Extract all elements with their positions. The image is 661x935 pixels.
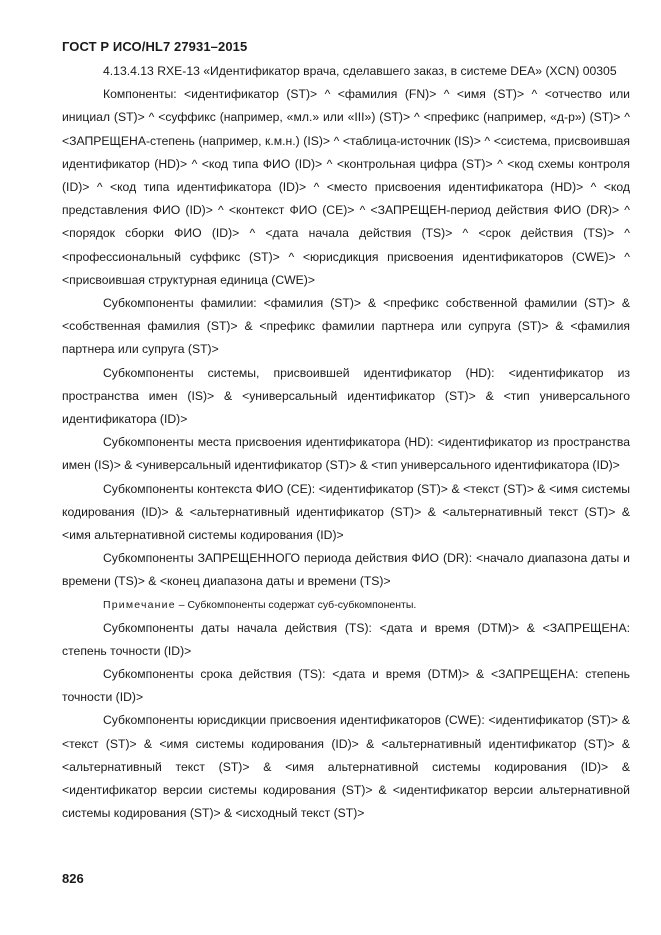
family-name-subcomponents-paragraph: Субкомпоненты фамилии: <фамилия (ST)> & <префикс собственной фамилии (ST)> & <собственная фамилия (ST)> & <префикс фамилии партнера или супруга (ST)> & <фамилия партнера или супруга (ST)> [62, 296, 630, 357]
effective-date-subcomponents-paragraph: Субкомпоненты даты начала действия (TS): <дата и время (DTM)> & <ЗАПРЕЩЕНА: степень точности (ID)> [62, 620, 630, 658]
note-paragraph [62, 594, 630, 617]
expiration-date-subcomponents-paragraph: Субкомпоненты срока действия (TS): <дата и время (DTM)> & <ЗАПРЕЩЕНА: степень точности (ID)> [62, 667, 630, 705]
standard-header: ГОСТ Р ИСО/HL7 27931–2015 [62, 39, 248, 54]
assigning-jurisdiction-subcomponents-paragraph: Субкомпоненты юрисдикции присвоения идентификаторов (CWE): <идентификатор (ST)> & <текст (ST)> & <имя системы кодирования (ID)> & <альтернативный идентификатор (ST)> & <альтернативный текст (ST)> & <имя альтернативной системы кодирования (ID)> & <идентификатор версии системы кодирования (ST)> & <идентификатор версии альтернативной системы кодирования (ST)> & <исходный текст (ST)> [62, 713, 630, 821]
section-heading-rxe13: 4.13.4.13 RXE-13 «Идентификатор врача, сделавшего заказ, в системе DEA» (XCN) 00305 [103, 64, 617, 78]
page-number: 826 [62, 871, 84, 886]
note-text: – Субкомпоненты содержат суб-субкомпоненты. [175, 598, 417, 611]
components-paragraph: Компоненты: <идентификатор (ST)> ^ <фамилия (FN)> ^ <имя (ST)> ^ <отчество или инициал (ST)> ^ <суффикс (например, «мл.» или «III») (ST)> ^ <префикс (например, «д-р») (ST)> ^ <ЗАПРЕЩЕНА-степень (например, к.м.н.) (IS)> ^ <таблица-источник (IS)> ^ <система, присвоившая идентификатор (HD)> ^ <код типа ФИО (ID)> ^ <контрольная цифра (ST)> ^ <код схемы контроля (ID)> ^ <код типа идентификатора (ID)> ^ <место присвоения идентификатора (HD)> ^ <код представления ФИО (ID)> ^ <контекст ФИО (CE)> ^ <ЗАПРЕЩЕН-период действия ФИО (DR)> ^ <порядок сборки ФИО (ID)> ^ <дата начала действия (TS)> ^ <срок действия (TS)> ^ <профессиональный суффикс (ST)> ^ <юрисдикция присвоения идентификаторов (CWE)> ^ <присвоившая структурная единица (CWE)> [62, 87, 630, 287]
name-context-subcomponents-paragraph: Субкомпоненты контекста ФИО (CE): <идентификатор (ST)> & <текст (ST)> & <имя системы кодирования (ID)> & <альтернативный идентификатор (ST)> & <альтернативный текст (ST)> & <имя альтернативной системы кодирования (ID)> [62, 481, 630, 543]
assigning-facility-subcomponents-paragraph: Субкомпоненты места присвоения идентификатора (HD): <идентификатор из пространства имен (IS)> & <универсальный идентификатор (ST)> & <тип универсального идентификатора (ID)> [62, 435, 630, 473]
name-validity-range-subcomponents-paragraph: Субкомпоненты ЗАПРЕЩЕННОГО периода действия ФИО (DR): <начало диапазона даты и времени (TS)> & <конец диапазона даты и времени (TS)> [62, 551, 630, 589]
note-label: Примечание [103, 598, 176, 611]
document-body [62, 60, 630, 826]
assigning-system-subcomponents-paragraph: Субкомпоненты системы, присвоившей идентификатор (HD): <идентификатор из пространства имен (IS)> & <универсальный идентификатор (ST)> & <тип универсального идентификатора (ID)> [62, 365, 630, 427]
